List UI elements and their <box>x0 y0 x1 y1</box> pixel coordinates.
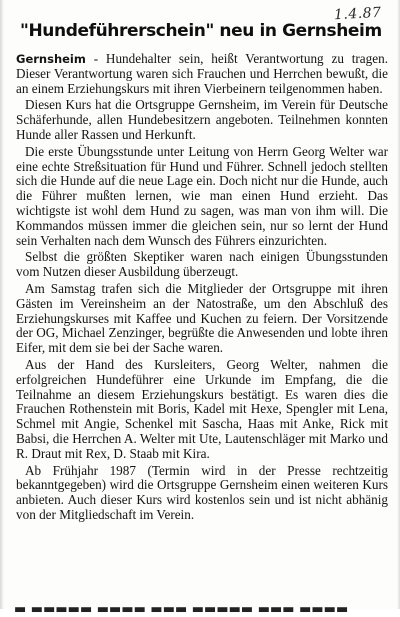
clipped-next-headline: ▬ ▬▬▬▬▬ ▬▬▬▬ ▬▬▬ ▬▬▬▬▬ ▬▬▬ ▬▬▬▬ <box>14 602 349 617</box>
lead-paragraph <box>16 52 388 98</box>
lead-text: - Hundehalter sein, heißt Verantwortung zu tragen. Dieser Verantwortung waren sich Frauchen und Herrchen bewußt, die an einem Erziehungskurs mit ihren Vierbeinern teilgenommen haben. <box>16 51 388 96</box>
paragraph-next-course: Ab Frühjahr 1987 (Termin wird in der Presse rechtzeitig bekanntgegeben) wird die Ortsgruppe Gernsheim einen weiteren Kurs anbieten. Auch dieser Kurs wird kostenlos sein und ist nicht abhänig von der Mitgliedschaft im Verein. <box>16 462 388 522</box>
article-body <box>16 52 388 525</box>
paragraph-skeptics: Selbst die größten Skeptiker waren nach einigen Übungsstunden vom Nutzen dieser Ausbildung überzeugt. <box>16 249 388 280</box>
paragraph-celebration: Am Samstag trafen sich die Mitglieder der Ortsgruppe mit ihren Gästen im Vereinsheim an der Natostraße, um den Abschluß des Erziehungskurses mit Kaffee und Kuchen zu feiern. Der Vorsitzende der OG, Michael Zenzinger, begrüßte die Anwesenden und lobte ihren Eifer, mit dem sie bei der Sache waren. <box>16 280 388 356</box>
paragraph-certificates: Aus der Hand des Kursleiters, Georg Welter, nahmen die erfolgreichen Hundeführer eine Urkunde im Empfang, die die Teilnahme an diesem Erziehungskurs bestätigt. Es waren dies die Frauchen Rothenstein mit Boris, Kadel mit Hexe, Spengler mit Lena, Schmel mit Angie, Schenkel mit Sascha, Haas mit Anke, Rick mit Babsi, die Herrchen A. Welter mit Ute, Lautenschläger mit Marko und R. Draut mit Rex, D. Staab mit Kira. <box>16 356 388 461</box>
article-headline: "Hundeführerschein" neu in Gernsheim <box>20 21 382 41</box>
paragraph-course-offer: Diesen Kurs hat die Ortsgruppe Gernsheim, im Verein für Deutsche Schäferhunde, allen Hundebesitzern angeboten. Teilnehmen konnten Hunde aller Rassen und Herkunft. <box>16 97 388 142</box>
handwritten-date: 1.4.87 <box>334 4 383 24</box>
scan-left-edge <box>0 0 4 609</box>
paragraph-first-lesson: Die erste Übungsstunde unter Leitung von Herrn Georg Welter war eine echte Streßsituation für Hund und Führer. Schnell jedoch stellten sich die Hunde auf die neue Lage ein. Doch nicht nur die Hunde, auch die Führer mußten lernen, wie man einen Hund erzieht. Das wichtigste ist wohl dem Hund zu sagen, was man von ihm will. Die Kommandos müssen immer die gleichen sein, nur so lernt der Hund sein Verhalten nach dem Wunsch des Führers einzurichten. <box>16 143 388 248</box>
dateline: Gernsheim <box>16 52 86 66</box>
